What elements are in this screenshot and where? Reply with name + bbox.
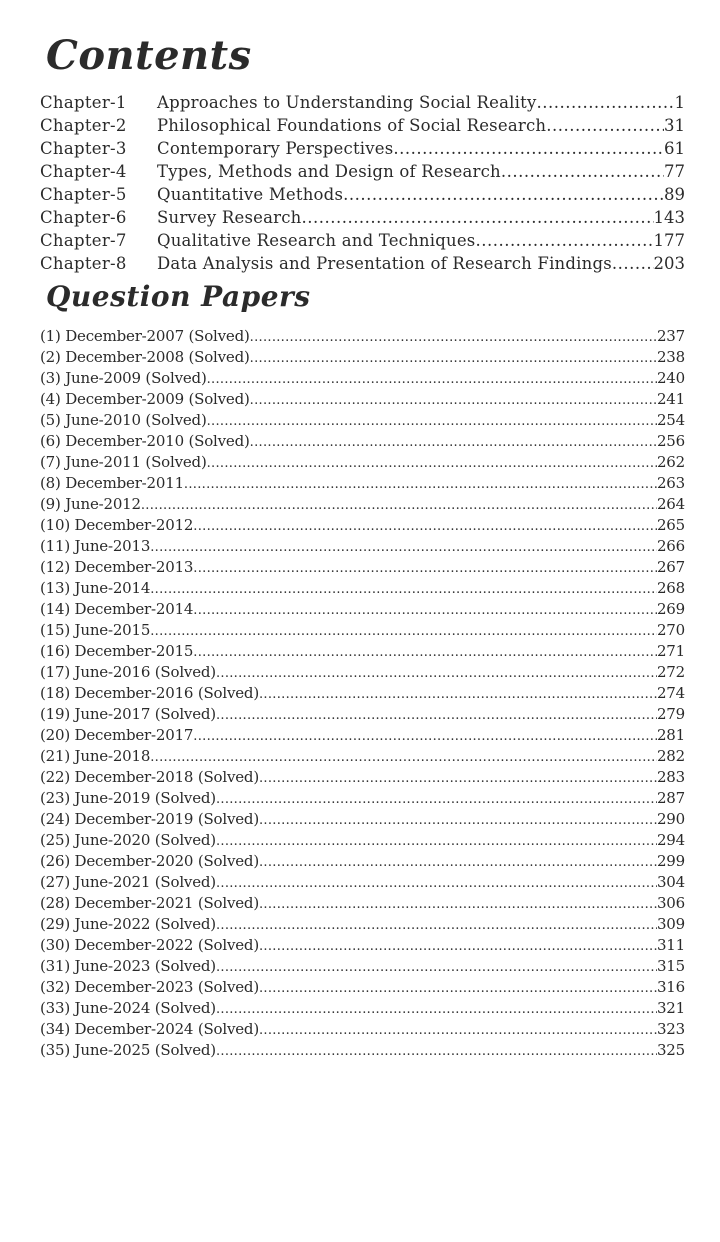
question-paper-entry: [40, 326, 685, 347]
question-paper-page-number: 299: [656, 852, 685, 870]
question-paper-page-number: 274: [656, 684, 685, 702]
dot-leader: [141, 495, 657, 516]
question-paper-label: (15) June-2015: [40, 621, 151, 639]
chapter-entry: [40, 114, 685, 137]
dot-leader: [216, 873, 657, 894]
question-paper-list: [40, 326, 685, 1061]
question-paper-page-number: 316: [656, 978, 685, 996]
question-paper-page-number: 306: [656, 894, 685, 912]
question-paper-entry: [40, 683, 685, 704]
question-paper-page-number: 283: [656, 768, 685, 786]
question-paper-label: (33) June-2024 (Solved): [40, 999, 216, 1017]
dot-leader: [546, 114, 664, 137]
question-paper-label: (7) June-2011 (Solved): [40, 453, 207, 471]
dot-leader: [612, 252, 654, 275]
chapter-page-number: 61: [664, 139, 685, 158]
question-paper-label: (8) December-2011: [40, 474, 184, 492]
dot-leader: [193, 642, 657, 663]
question-paper-entry: [40, 389, 685, 410]
dot-leader: [501, 160, 664, 183]
question-paper-label: (9) June-2012: [40, 495, 141, 513]
chapter-page-number: 203: [653, 254, 685, 273]
question-paper-entry: [40, 956, 685, 977]
question-paper-page-number: 263: [656, 474, 685, 492]
question-paper-page-number: 266: [656, 537, 685, 555]
question-paper-entry: [40, 431, 685, 452]
question-paper-entry: [40, 536, 685, 557]
question-paper-label: (1) December-2007 (Solved): [40, 327, 250, 345]
dot-leader: [259, 852, 657, 873]
dot-leader: [393, 137, 664, 160]
dot-leader: [343, 183, 664, 206]
chapter-entry: [40, 91, 685, 114]
dot-leader: [150, 537, 657, 558]
question-paper-entry: [40, 578, 685, 599]
dot-leader: [259, 1020, 657, 1041]
question-paper-entry: [40, 704, 685, 725]
question-paper-entry: [40, 851, 685, 872]
question-paper-page-number: 282: [656, 747, 685, 765]
chapter-page-number: 143: [653, 208, 685, 227]
question-paper-page-number: 265: [656, 516, 685, 534]
question-paper-page-number: 240: [656, 369, 685, 387]
dot-leader: [216, 999, 657, 1020]
question-paper-label: (25) June-2020 (Solved): [40, 831, 216, 849]
dot-leader: [193, 516, 657, 537]
chapter-title: Quantitative Methods: [157, 185, 344, 204]
question-paper-label: (3) June-2009 (Solved): [40, 369, 207, 387]
chapter-entry: [40, 137, 685, 160]
question-paper-label: (22) December-2018 (Solved): [40, 768, 259, 786]
question-paper-label: (10) December-2012: [40, 516, 194, 534]
question-paper-label: (28) December-2021 (Solved): [40, 894, 259, 912]
question-paper-entry: [40, 872, 685, 893]
question-paper-page-number: 294: [656, 831, 685, 849]
question-paper-entry: [40, 494, 685, 515]
question-paper-label: (2) December-2008 (Solved): [40, 348, 250, 366]
question-paper-label: (21) June-2018: [40, 747, 151, 765]
question-paper-entry: [40, 746, 685, 767]
question-papers-heading: Question Papers: [46, 280, 311, 313]
question-paper-page-number: 321: [656, 999, 685, 1017]
chapter-entry: [40, 229, 685, 252]
question-paper-label: (35) June-2025 (Solved): [40, 1041, 216, 1059]
chapter-entry: [40, 252, 685, 275]
question-paper-entry: [40, 368, 685, 389]
question-paper-page-number: 323: [656, 1020, 685, 1038]
question-paper-label: (27) June-2021 (Solved): [40, 873, 216, 891]
dot-leader: [536, 91, 674, 114]
question-paper-entry: [40, 1040, 685, 1061]
question-paper-label: (14) December-2014: [40, 600, 194, 618]
question-paper-page-number: 241: [656, 390, 685, 408]
question-paper-entry: [40, 515, 685, 536]
question-paper-entry: [40, 557, 685, 578]
dot-leader: [259, 894, 657, 915]
dot-leader: [216, 705, 657, 726]
dot-leader: [207, 411, 657, 432]
chapter-number: Chapter-5: [40, 185, 127, 204]
question-paper-label: (31) June-2023 (Solved): [40, 957, 216, 975]
question-paper-label: (29) June-2022 (Solved): [40, 915, 216, 933]
question-paper-page-number: 256: [656, 432, 685, 450]
chapter-page-number: 1: [674, 93, 685, 112]
question-paper-entry: [40, 1019, 685, 1040]
dot-leader: [216, 663, 657, 684]
chapter-number: Chapter-7: [40, 231, 127, 250]
question-paper-label: (13) June-2014: [40, 579, 151, 597]
dot-leader: [259, 684, 657, 705]
question-paper-page-number: 237: [656, 327, 685, 345]
question-paper-page-number: 264: [656, 495, 685, 513]
question-paper-entry: [40, 473, 685, 494]
question-paper-entry: [40, 452, 685, 473]
dot-leader: [259, 768, 657, 789]
chapter-number: Chapter-1: [40, 93, 127, 112]
chapter-list: [40, 91, 685, 275]
question-paper-page-number: 271: [656, 642, 685, 660]
question-paper-page-number: 268: [656, 579, 685, 597]
chapter-entry: [40, 206, 685, 229]
dot-leader: [150, 621, 657, 642]
chapter-title: Survey Research: [157, 208, 302, 227]
question-paper-entry: [40, 809, 685, 830]
dot-leader: [259, 936, 657, 957]
chapter-title: Contemporary Perspectives: [157, 139, 394, 158]
question-paper-label: (5) June-2010 (Solved): [40, 411, 207, 429]
question-paper-label: (30) December-2022 (Solved): [40, 936, 259, 954]
question-paper-page-number: 290: [656, 810, 685, 828]
question-paper-entry: [40, 788, 685, 809]
question-paper-page-number: 279: [656, 705, 685, 723]
question-paper-entry: [40, 893, 685, 914]
question-paper-label: (4) December-2009 (Solved): [40, 390, 250, 408]
question-paper-entry: [40, 620, 685, 641]
dot-leader: [184, 474, 657, 495]
question-paper-label: (32) December-2023 (Solved): [40, 978, 259, 996]
dot-leader: [193, 726, 657, 747]
question-paper-entry: [40, 599, 685, 620]
question-paper-label: (18) December-2016 (Solved): [40, 684, 259, 702]
question-paper-entry: [40, 641, 685, 662]
question-paper-label: (23) June-2019 (Solved): [40, 789, 216, 807]
question-paper-entry: [40, 998, 685, 1019]
question-paper-page-number: 281: [656, 726, 685, 744]
question-paper-page-number: 309: [656, 915, 685, 933]
chapter-title: Approaches to Understanding Social Reality: [157, 93, 537, 112]
chapter-title: Data Analysis and Presentation of Research Findings: [157, 254, 612, 273]
dot-leader: [216, 915, 657, 936]
chapter-title: Philosophical Foundations of Social Research: [157, 116, 547, 135]
question-paper-page-number: 315: [656, 957, 685, 975]
question-paper-entry: [40, 662, 685, 683]
dot-leader: [193, 600, 657, 621]
question-paper-entry: [40, 830, 685, 851]
dot-leader: [216, 1041, 657, 1062]
dot-leader: [207, 369, 657, 390]
chapter-page-number: 89: [664, 185, 685, 204]
chapter-entry: [40, 160, 685, 183]
question-paper-label: (20) December-2017: [40, 726, 194, 744]
question-paper-page-number: 269: [656, 600, 685, 618]
question-paper-label: (11) June-2013: [40, 537, 151, 555]
dot-leader: [150, 579, 657, 600]
dot-leader: [259, 810, 657, 831]
question-paper-label: (26) December-2020 (Solved): [40, 852, 259, 870]
question-paper-page-number: 262: [656, 453, 685, 471]
question-paper-entry: [40, 977, 685, 998]
chapter-page-number: 31: [664, 116, 685, 135]
dot-leader: [259, 978, 657, 999]
dot-leader: [207, 453, 657, 474]
question-paper-entry: [40, 935, 685, 956]
chapter-number: Chapter-2: [40, 116, 127, 135]
question-paper-label: (19) June-2017 (Solved): [40, 705, 216, 723]
chapter-entry: [40, 183, 685, 206]
question-paper-page-number: 238: [656, 348, 685, 366]
question-paper-page-number: 325: [656, 1041, 685, 1059]
question-paper-page-number: 272: [656, 663, 685, 681]
question-paper-label: (6) December-2010 (Solved): [40, 432, 250, 450]
chapter-number: Chapter-4: [40, 162, 127, 181]
dot-leader: [150, 747, 657, 768]
question-paper-page-number: 311: [656, 936, 685, 954]
chapter-page-number: 177: [653, 231, 685, 250]
question-paper-label: (17) June-2016 (Solved): [40, 663, 216, 681]
dot-leader: [250, 327, 657, 348]
question-paper-page-number: 304: [656, 873, 685, 891]
chapter-title: Qualitative Research and Techniques: [157, 231, 476, 250]
question-paper-page-number: 270: [656, 621, 685, 639]
chapter-page-number: 77: [664, 162, 685, 181]
question-paper-entry: [40, 410, 685, 431]
dot-leader: [216, 789, 657, 810]
question-paper-entry: [40, 347, 685, 368]
chapter-number: Chapter-8: [40, 254, 127, 273]
chapter-title: Types, Methods and Design of Research: [157, 162, 501, 181]
dot-leader: [193, 558, 657, 579]
question-paper-page-number: 267: [656, 558, 685, 576]
question-paper-label: (16) December-2015: [40, 642, 194, 660]
dot-leader: [250, 348, 657, 369]
question-paper-label: (34) December-2024 (Solved): [40, 1020, 259, 1038]
dot-leader: [216, 957, 657, 978]
dot-leader: [301, 206, 653, 229]
question-paper-page-number: 287: [656, 789, 685, 807]
question-paper-label: (24) December-2019 (Solved): [40, 810, 259, 828]
chapter-number: Chapter-3: [40, 139, 127, 158]
dot-leader: [216, 831, 657, 852]
question-paper-entry: [40, 914, 685, 935]
contents-heading: Contents: [46, 32, 252, 79]
dot-leader: [475, 229, 653, 252]
question-paper-entry: [40, 725, 685, 746]
dot-leader: [250, 390, 657, 411]
question-paper-page-number: 254: [656, 411, 685, 429]
dot-leader: [250, 432, 657, 453]
question-paper-label: (12) December-2013: [40, 558, 194, 576]
chapter-number: Chapter-6: [40, 208, 127, 227]
question-paper-entry: [40, 767, 685, 788]
